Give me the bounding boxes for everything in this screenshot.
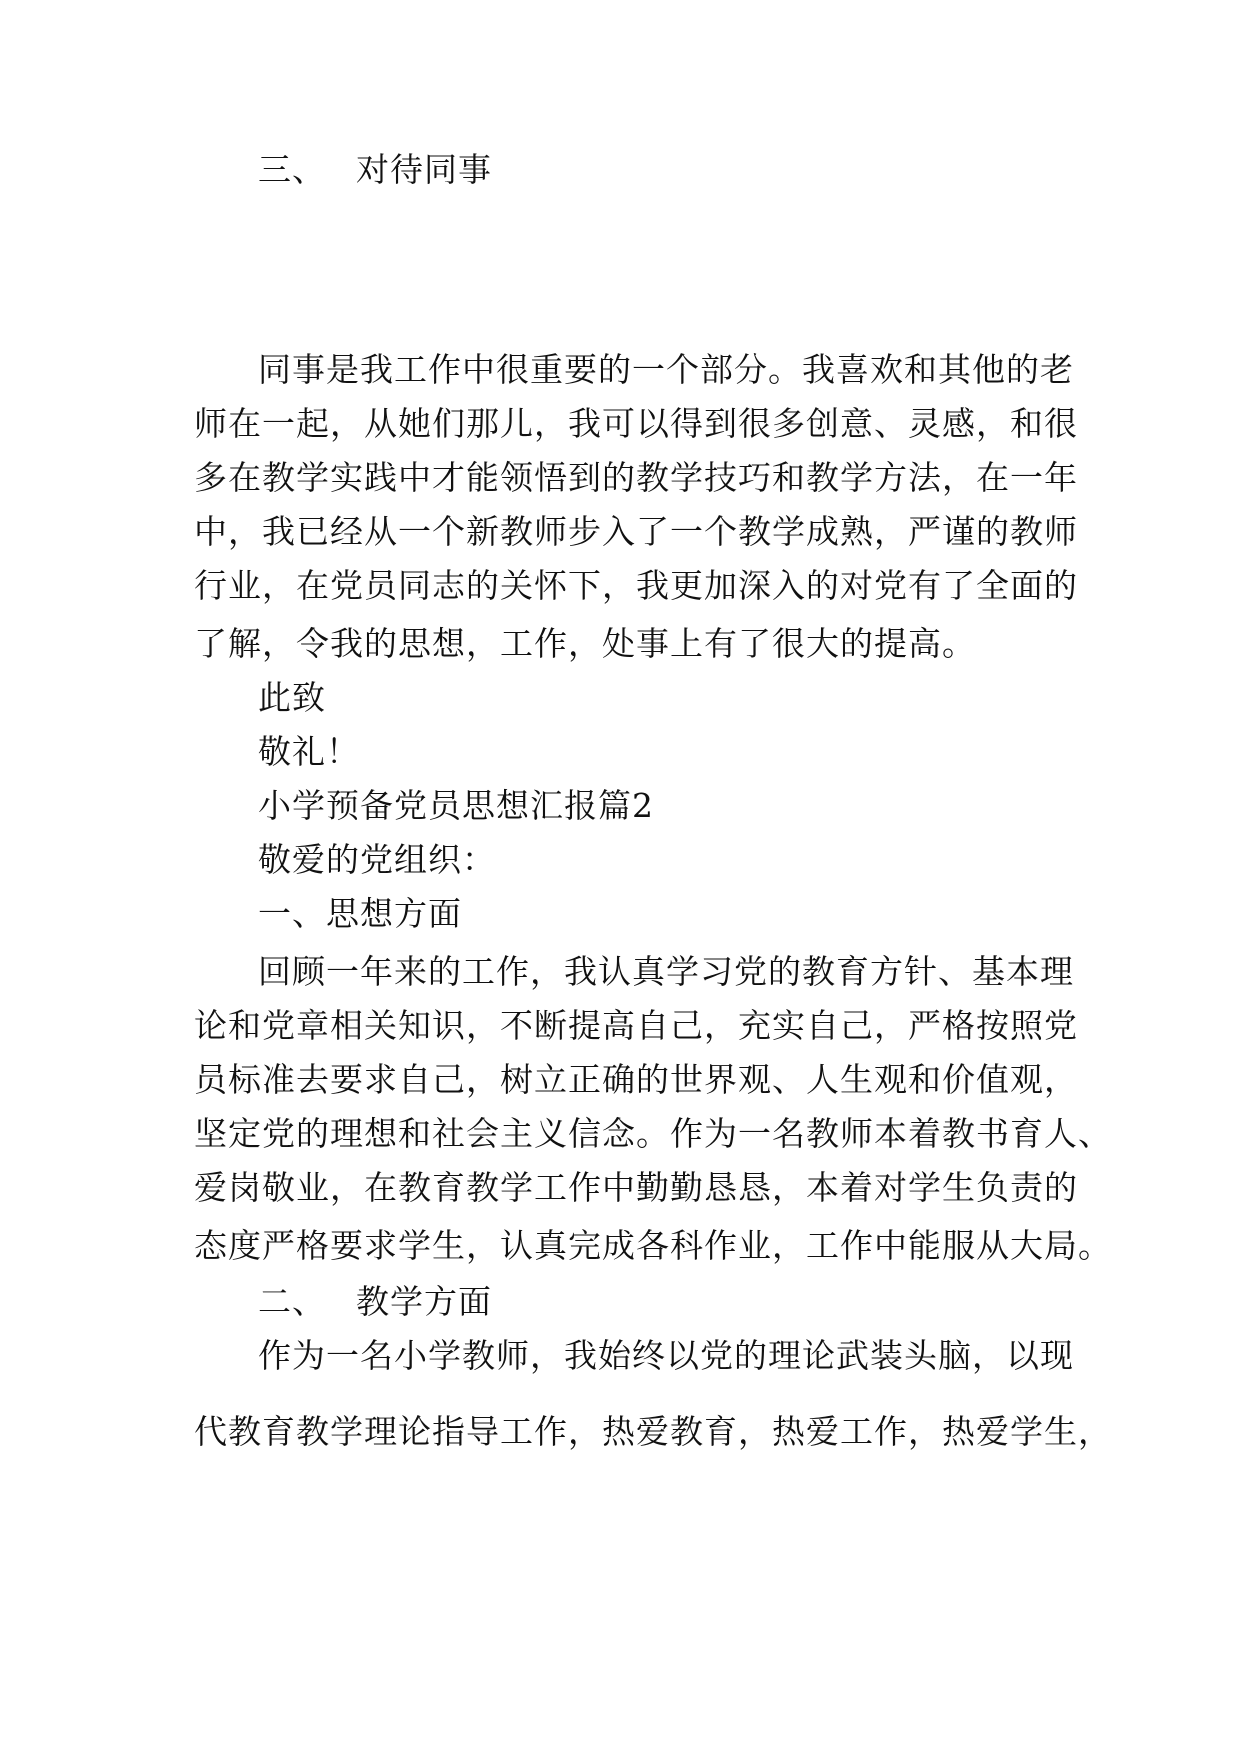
paragraph-line: 坚定党的理想和社会主义信念。作为一名教师本着教书育人、 (194, 1114, 1112, 1153)
paragraph-line: 代教育教学理论指导工作，热爱教育，热爱工作，热爱学生， (194, 1412, 1112, 1451)
paragraph-line: 同事是我工作中很重要的一个部分。我喜欢和其他的老 (258, 350, 1074, 389)
closing-line-1: 此致 (258, 678, 326, 717)
section-1-heading: 一、思想方面 (258, 894, 462, 933)
paragraph-line: 了解，令我的思想，工作，处事上有了很大的提高。 (194, 624, 976, 663)
section-2-heading (258, 1282, 492, 1322)
paragraph-line: 态度严格要求学生，认真完成各科作业，工作中能服从大局。 (194, 1226, 1112, 1265)
section-2-number: 二、 (258, 1282, 326, 1321)
closing-line-2: 敬礼！ (258, 732, 360, 771)
section-3-heading (258, 150, 492, 190)
paragraph-line: 员标准去要求自己，树立正确的世界观、人生观和价值观， (194, 1060, 1078, 1099)
paragraph-line: 回顾一年来的工作，我认真学习党的教育方针、基本理 (258, 952, 1074, 991)
paragraph-line: 爱岗敬业，在教育教学工作中勤勤恳恳，本着对学生负责的 (194, 1168, 1078, 1207)
paragraph-line: 师在一起，从她们那儿，我可以得到很多创意、灵感，和很 (194, 404, 1078, 443)
paragraph-line: 论和党章相关知识，不断提高自己，充实自己，严格按照党 (194, 1006, 1078, 1045)
salutation: 敬爱的党组织： (258, 840, 496, 879)
section-3-number: 三、 (258, 150, 326, 189)
paragraph-line: 行业，在党员同志的关怀下，我更加深入的对党有了全面的 (194, 566, 1078, 605)
report-title: 小学预备党员思想汇报篇2 (258, 786, 654, 825)
paragraph-line: 作为一名小学教师，我始终以党的理论武装头脑，以现 (258, 1336, 1074, 1375)
section-2-title: 教学方面 (356, 1282, 492, 1321)
section-3-title: 对待同事 (356, 150, 492, 189)
paragraph-line: 多在教学实践中才能领悟到的教学技巧和教学方法，在一年 (194, 458, 1078, 497)
paragraph-line: 中，我已经从一个新教师步入了一个教学成熟，严谨的教师 (194, 512, 1078, 551)
